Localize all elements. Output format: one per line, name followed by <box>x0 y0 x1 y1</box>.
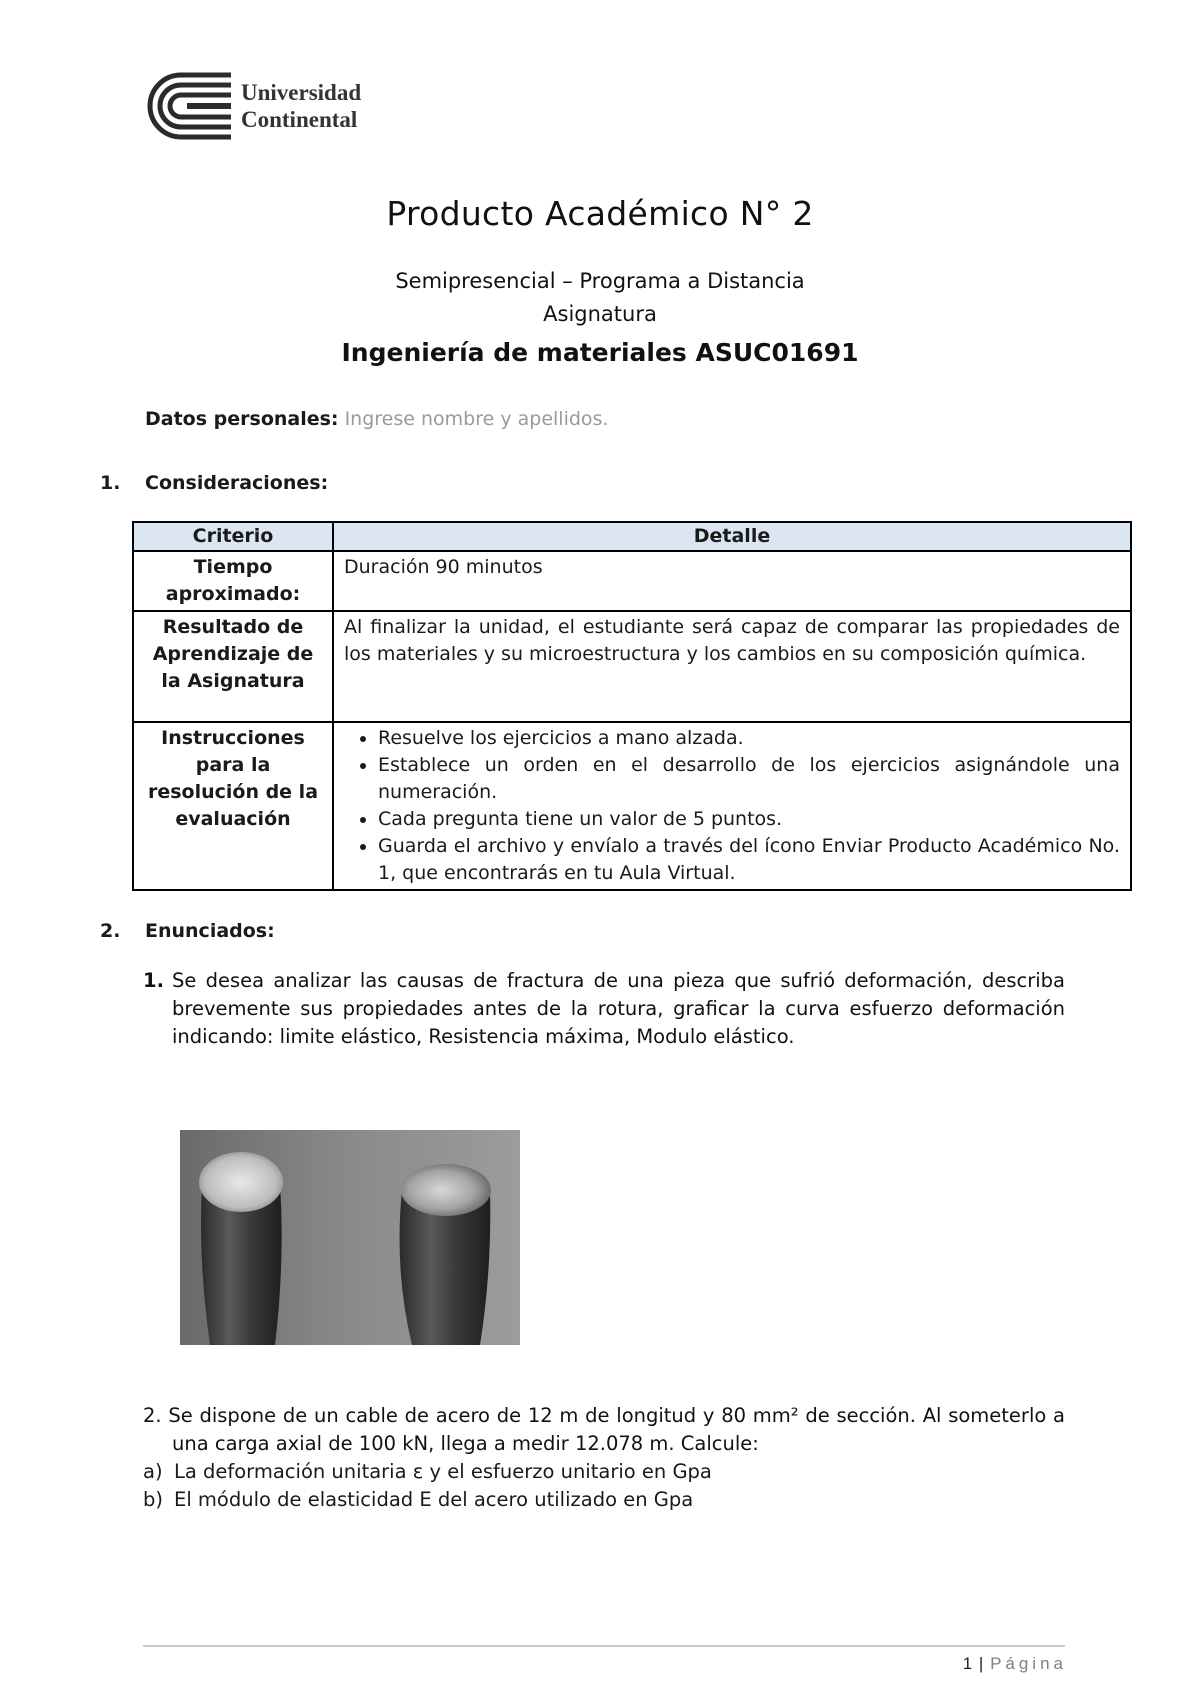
footer-divider <box>143 1645 1065 1647</box>
list-item: • Guarda el archivo y envíalo a través del ícono Enviar Producto Académico No. 1, que encontrarás en tu Aula Virtual. <box>378 833 1120 887</box>
question-2-item-b <box>143 1488 693 1511</box>
detalle-cell <box>333 722 1131 890</box>
university-logo <box>143 70 403 142</box>
question-text: Se desea analizar las causas de fractura de una pieza que sufrió deformación, describa brevemente sus propiedades antes de la rotura, graficar la curva esfuerzo deformación indicando: limite elástico, Resistencia máxima, Modulo elástico. <box>172 969 1065 1048</box>
section-title: Enunciados: <box>145 920 275 942</box>
item-text: La deformación unitaria ε y el esfuerzo unitario en Gpa <box>174 1460 712 1483</box>
criterio-cell: Resultado de Aprendizaje de la Asignatura <box>133 611 333 722</box>
table-header-criterio: Criterio <box>133 522 333 551</box>
question-2 <box>143 1402 1065 1458</box>
subtitle-asignatura: Asignatura <box>543 302 657 326</box>
list-item: • Cada pregunta tiene un valor de 5 puntos. <box>378 806 1120 833</box>
logo-line2: Continental <box>241 107 358 132</box>
question-2-item-a <box>143 1460 712 1483</box>
page-number: 1 <box>962 1654 974 1673</box>
footer-separator: | <box>978 1654 985 1673</box>
instructions-list <box>344 725 1120 887</box>
list-item: • Resuelve los ejercicios a mano alzada. <box>378 725 1120 752</box>
personal-data <box>145 408 609 430</box>
subtitle-modality: Semipresencial – Programa a Distancia <box>395 269 805 293</box>
table-row <box>133 722 1131 890</box>
question-text: 2. Se dispone de un cable de acero de 12 m de longitud y 80 mm² de sección. Al someterlo a una carga axial de 100 kN, llega a medir 12.078 m. Calcule: <box>143 1404 1065 1455</box>
course-name: Ingeniería de materiales ASUC01691 <box>341 338 859 367</box>
section-number: 2. <box>100 920 121 942</box>
page-title: Producto Académico N° 2 <box>386 194 814 233</box>
list-item: • Establece un orden en el desarrollo de los ejercicios asignándole una numeración. <box>378 752 1120 806</box>
page-word: Página <box>990 1654 1067 1673</box>
question-1 <box>143 967 1065 1051</box>
section-statements <box>100 920 275 942</box>
page-footer <box>963 1654 1067 1674</box>
criterio-cell: Instrucciones para la resolución de la evaluación <box>133 722 333 890</box>
personal-data-field[interactable]: Ingrese nombre y apellidos. <box>344 408 609 430</box>
logo-text <box>241 79 361 133</box>
table-header-detalle: Detalle <box>333 522 1131 551</box>
item-label: b) <box>143 1488 163 1511</box>
table-row <box>133 611 1131 722</box>
criterio-cell: Tiempo aproximado: <box>133 551 333 611</box>
section-number: 1. <box>100 472 121 494</box>
section-title: Consideraciones: <box>145 472 329 494</box>
personal-data-label: Datos personales: <box>145 408 339 430</box>
detalle-cell: Al finalizar la unidad, el estudiante será capaz de comparar las propiedades de los materiales y su microestructura y los cambios en su composición química. <box>333 611 1131 722</box>
criteria-table <box>132 521 1132 891</box>
item-label: a) <box>143 1460 163 1483</box>
logo-line1: Universidad <box>241 80 362 105</box>
table-header-row <box>133 522 1131 551</box>
fracture-specimens-photo <box>180 1130 520 1345</box>
item-text: El módulo de elasticidad E del acero utilizado en Gpa <box>174 1488 694 1511</box>
table-row <box>133 551 1131 611</box>
university-logo-icon <box>143 71 235 141</box>
section-considerations <box>100 472 328 494</box>
question-number: 1. <box>143 969 164 992</box>
detalle-cell: Duración 90 minutos <box>333 551 1131 611</box>
